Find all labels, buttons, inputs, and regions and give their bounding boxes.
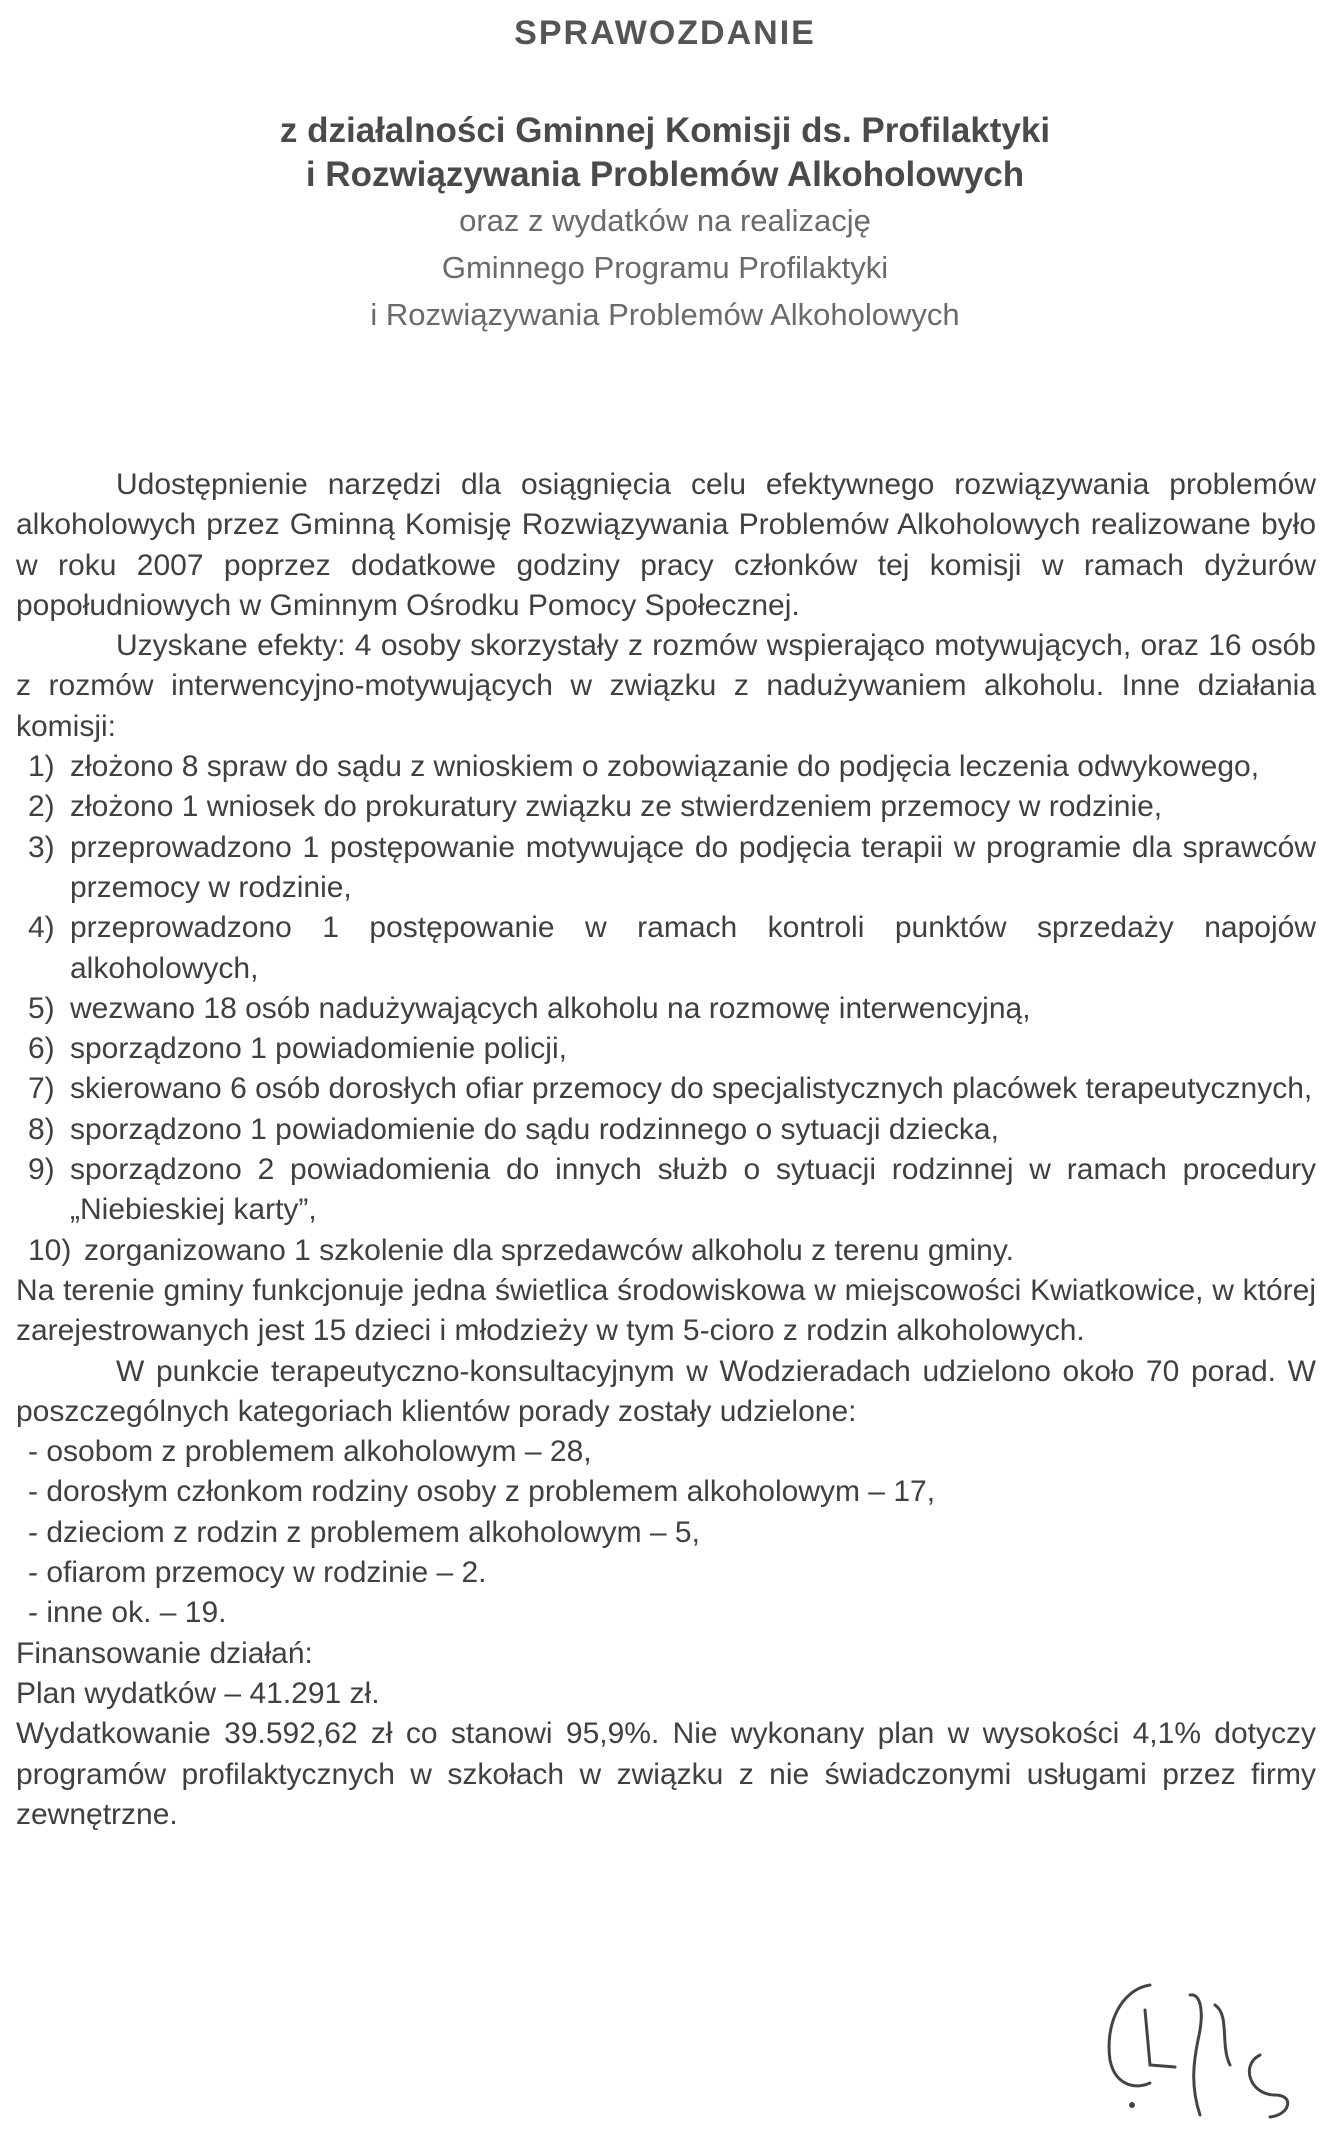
consultation-paragraph: W punkcie terapeutyczno-konsultacyjnym w Wodzieradach udzielono około 70 porad. W poszczególnych kategoriach klientów porady zostały udzielone: — [16, 1354, 1316, 1428]
subtitle-line-2: i Rozwiązywania Problemów Alkoholowych — [305, 155, 1025, 194]
finance-heading: Finansowanie działań: — [16, 1636, 313, 1670]
list-item: - ofiarom przemocy w rodzinie – 2. — [16, 1553, 1316, 1593]
effects-paragraph: Uzyskane efekty: 4 osoby skorzystały z rozmów wspierająco motywujących, oraz 16 osób z rozmów interwencyjno-motywujących w związku z nadużywaniem alkoholu. Inne działania komisji: — [16, 629, 1316, 743]
document-title: SPRAWOZDANIE — [514, 14, 816, 52]
subtitle-line-4: Gminnego Programu Profilaktyki — [441, 250, 889, 285]
actions-list — [16, 747, 1316, 1271]
list-item: 10) zorganizowano 1 szkolenie dla sprzedawców alkoholu z terenu gminy. — [28, 1233, 1014, 1267]
list-item: - dzieciom z rodzin z problemem alkoholowym – 5, — [16, 1513, 1316, 1553]
list-item: 8) sporządzono 1 powiadomienie do sądu rodzinnego o sytuacji dziecka, — [28, 1112, 999, 1146]
list-item: - osobom z problemem alkoholowym – 28, — [16, 1432, 1316, 1472]
subtitle-line-1: z działalności Gminnej Komisji ds. Profilaktyki — [279, 111, 1051, 150]
list-item: 2) złożono 1 wniosek do prokuratury związku ze stwierdzeniem przemocy w rodzinie, — [28, 790, 1163, 824]
list-item: 5) wezwano 18 osób nadużywających alkoholu na rozmowę interwencyjną, — [28, 991, 1031, 1025]
list-item: 1) złożono 8 spraw do sądu z wnioskiem o zobowiązanie do podjęcia leczenia odwykowego, — [28, 750, 1260, 784]
signature-icon — [1090, 1965, 1330, 2125]
list-item: - inne ok. – 19. — [16, 1593, 1316, 1633]
community-paragraph: Na terenie gminy funkcjonuje jedna świetlica środowiskowa w miejscowości Kwiatkowice, w której zarejestrowanych jest 15 dzieci i młodzieży w tym 5-cioro z rodzin alkoholowych. — [16, 1273, 1316, 1348]
document-body — [16, 465, 1316, 1835]
list-item: 6) sporządzono 1 powiadomienie policji, — [28, 1032, 567, 1066]
list-item: 4) przeprowadzono 1 postępowanie w ramach kontroli punktów sprzedaży napojów alkoholowych, — [28, 911, 1316, 985]
list-item: - dorosłym członkom rodziny osoby z problemem alkoholowym – 17, — [16, 1472, 1316, 1512]
list-item: 9) sporządzono 2 powiadomienia do innych służb o sytuacji rodzinnej w ramach procedury „Niebieskiej karty”, — [28, 1153, 1316, 1227]
finance-execution: Wydatkowanie 39.592,62 zł co stanowi 95,9%. Nie wykonany plan w wysokości 4,1% dotyczy programów profilaktycznych w szkołach w związku z nie świadczonymi usługami przez firmy zewnętrzne. — [16, 1717, 1316, 1831]
list-item: 7) skierowano 6 osób dorosłych ofiar przemocy do specjalistycznych placówek terapeutycznych, — [28, 1072, 1313, 1106]
categories-list — [16, 1432, 1316, 1633]
finance-plan: Plan wydatków – 41.291 zł. — [16, 1676, 380, 1710]
list-item: 3) przeprowadzono 1 postępowanie motywujące do podjęcia terapii w programie dla sprawców przemocy w rodzinie, — [28, 830, 1316, 904]
intro-paragraph: Udostępnienie narzędzi dla osiągnięcia celu efektywnego rozwiązywania problemów alkoholowych przez Gminną Komisję Rozwiązywania Problemów Alkoholowych realizowane było w roku 2007 poprzez dodatkowe godziny pracy członków tej komisji w ramach dyżurów popołudniowych w Gminnym Ośrodku Pomocy Społecznej. — [16, 468, 1316, 622]
document-header — [0, 0, 1330, 338]
subtitle-line-5: i Rozwiązywania Problemów Alkoholowych — [370, 297, 960, 332]
subtitle-line-3: oraz z wydatków na realizację — [459, 203, 871, 238]
